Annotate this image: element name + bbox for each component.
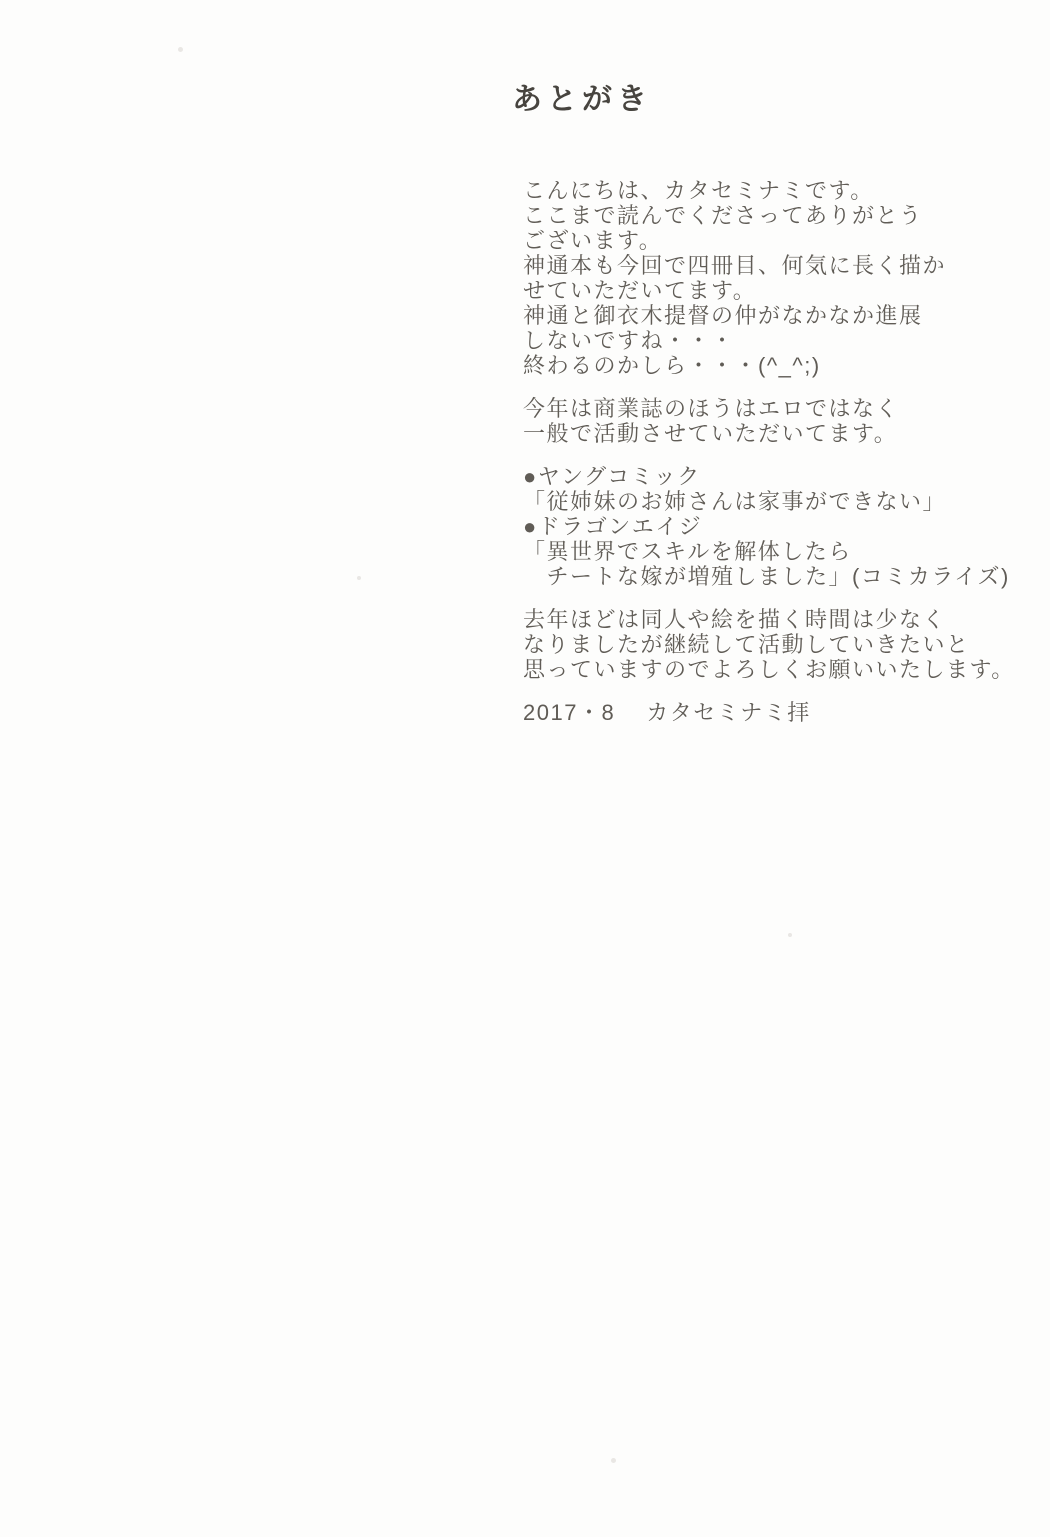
text-line: チートな嫁が増殖しました」(コミカライズ) <box>523 564 1010 589</box>
scan-speck <box>611 1458 616 1463</box>
text-line: 去年ほどは同人や絵を描く時間は少なく <box>523 607 947 632</box>
text-line: 「異世界でスキルを解体したら <box>523 539 852 564</box>
afterword-body <box>523 178 1015 725</box>
text-line: 「従姉妹のお姉さんは家事ができない」 <box>523 489 947 514</box>
text-line: 一般で活動させていただいてます。 <box>523 421 898 446</box>
text-line: しないですね・・・ <box>523 328 735 353</box>
text-line: せていただいてます。 <box>523 278 757 303</box>
text-line: ここまで読んでくださってありがとう <box>523 203 923 228</box>
scan-speck <box>178 47 183 52</box>
text-line: 思っていますのでよろしくお願いいたします。 <box>523 657 1015 682</box>
text-line: 終わるのかしら・・・(^_^;) <box>523 353 821 378</box>
paragraph <box>523 178 1015 378</box>
text-line: ●ヤングコミック <box>523 464 701 489</box>
text-line: 神通本も今回で四冊目、何気に長く描か <box>523 253 947 278</box>
scan-speck <box>357 576 361 580</box>
text-line: 神通と御衣木提督の仲がなかなか進展 <box>523 303 923 328</box>
scan-speck <box>788 933 792 937</box>
page-title: あとがき <box>512 83 652 116</box>
paragraph <box>523 396 1015 446</box>
text-line: ございます。 <box>523 228 663 253</box>
signoff-line: 2017・8 カタセミナミ拝 <box>523 700 811 725</box>
paragraph <box>523 464 1015 589</box>
paragraph <box>523 607 1015 682</box>
text-line: こんにちは、カタセミナミです。 <box>523 178 874 203</box>
text-line: 今年は商業誌のほうはエロではなく <box>523 396 900 421</box>
text-line: ●ドラゴンエイジ <box>523 514 703 539</box>
text-line: なりましたが継続して活動していきたいと <box>523 632 970 657</box>
